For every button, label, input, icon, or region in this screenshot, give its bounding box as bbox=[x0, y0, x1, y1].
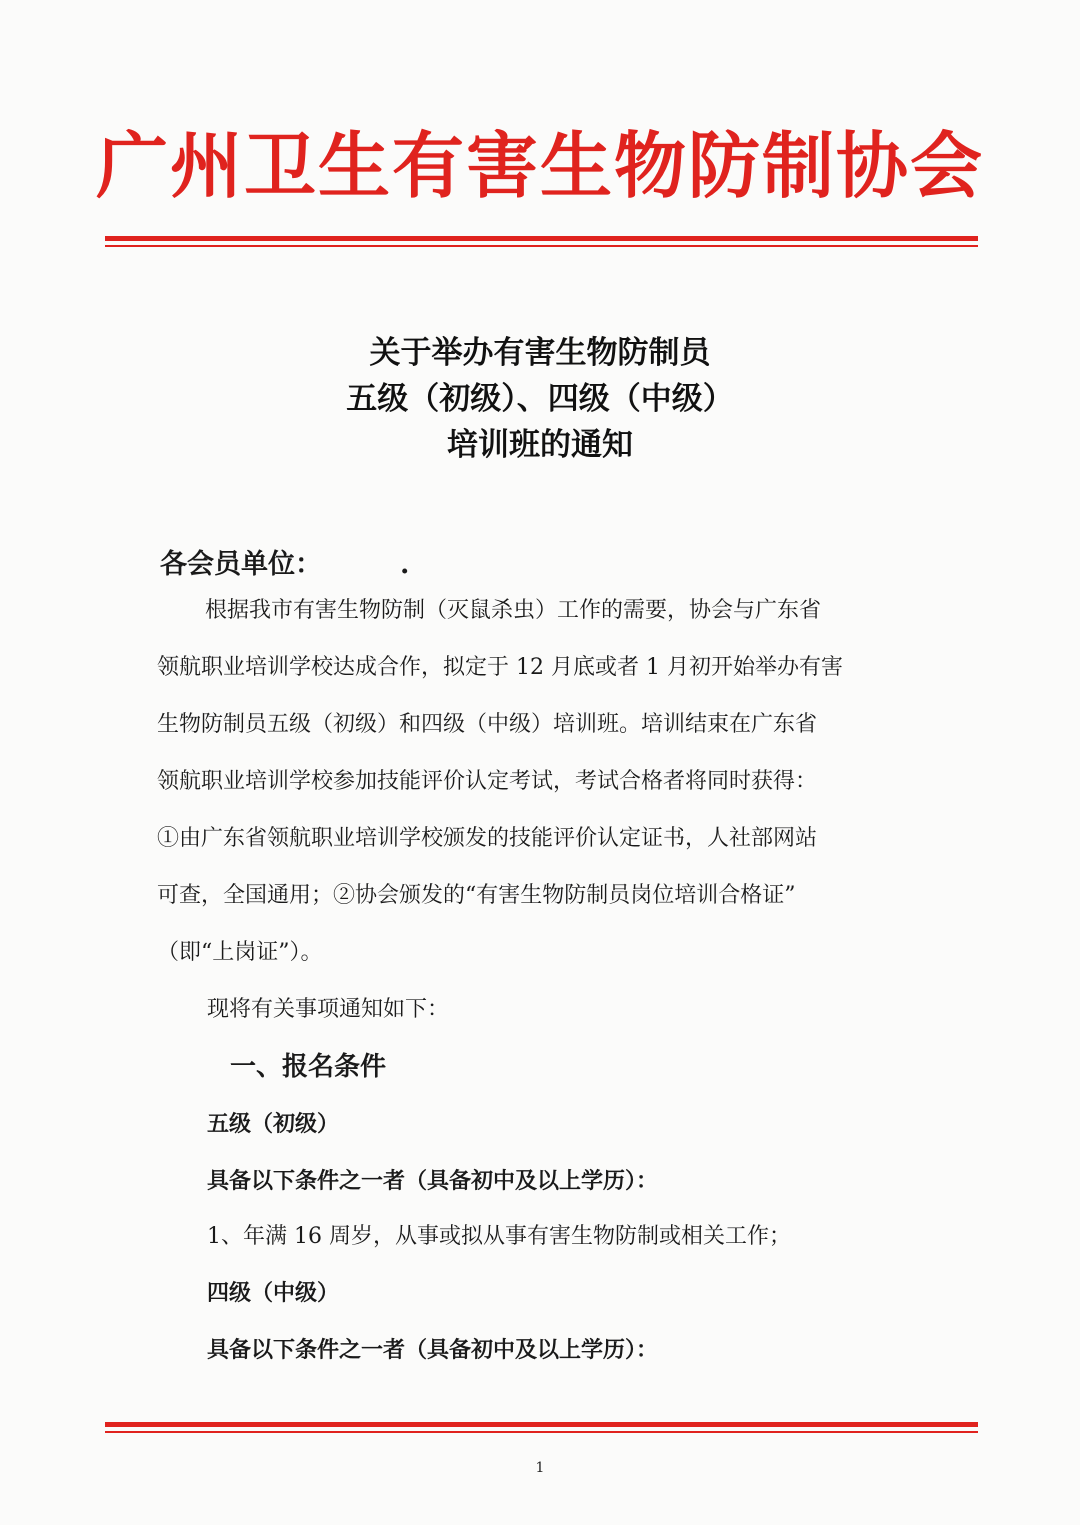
intro-line-7: （即“上岗证”）。 bbox=[157, 940, 323, 965]
intro-line-2: 领航职业培训学校达成合作，拟定于 12 月底或者 1 月初开始举办有害 bbox=[157, 655, 843, 680]
letterhead-red-rule-thick bbox=[105, 236, 978, 241]
level5-condition-item-1: 1、年满 16 周岁，从事或拟从事有害生物防制或相关工作； bbox=[207, 1224, 791, 1249]
notice-title-line-1: 关于举办有害生物防制员 bbox=[369, 335, 711, 371]
salutation-text: 各会员单位： bbox=[160, 549, 322, 580]
level5-condition-intro: 具备以下条件之一者（具备初中及以上学历）： bbox=[207, 1168, 659, 1194]
salutation bbox=[160, 545, 409, 585]
letterhead-red-rule-thin bbox=[105, 245, 978, 247]
notify-line: 现将有关事项通知如下： bbox=[207, 997, 450, 1022]
intro-line-3: 生物防制员五级（初级）和四级（中级）培训班。培训结束在广东省 bbox=[157, 712, 818, 737]
level5-heading: 五级（初级） bbox=[207, 1111, 340, 1137]
notice-title-line-2: 五级（初级）、四级（中级） bbox=[346, 381, 734, 417]
intro-line-6: 可查，全国通用；②协会颁发的“有害生物防制员岗位培训合格证” bbox=[157, 883, 796, 908]
intro-line-5: ①由广东省领航职业培训学校颁发的技能评价认定证书，人社部网站 bbox=[157, 826, 818, 851]
intro-paragraph bbox=[157, 582, 843, 981]
footer-red-rule-thick bbox=[105, 1422, 978, 1427]
intro-line-4: 领航职业培训学校参加技能评价认定考试，考试合格者将同时获得： bbox=[157, 769, 818, 794]
intro-line-1: 根据我市有害生物防制（灭鼠杀虫）工作的需要，协会与广东省 bbox=[205, 598, 822, 623]
salutation-mark: . bbox=[400, 549, 410, 580]
section-heading-registration-conditions: 一、报名条件 bbox=[230, 1052, 387, 1082]
level4-condition-intro: 具备以下条件之一者（具备初中及以上学历）： bbox=[207, 1337, 659, 1363]
footer-red-rule-thin bbox=[105, 1431, 978, 1433]
notice-title-line-3: 培训班的通知 bbox=[447, 427, 633, 463]
organization-letterhead-title: 广州卫生有害生物防制协会 bbox=[95, 123, 984, 208]
notice-title bbox=[0, 330, 1080, 468]
level4-heading: 四级（中级） bbox=[207, 1280, 340, 1306]
page-number: 1 bbox=[535, 1460, 545, 1476]
